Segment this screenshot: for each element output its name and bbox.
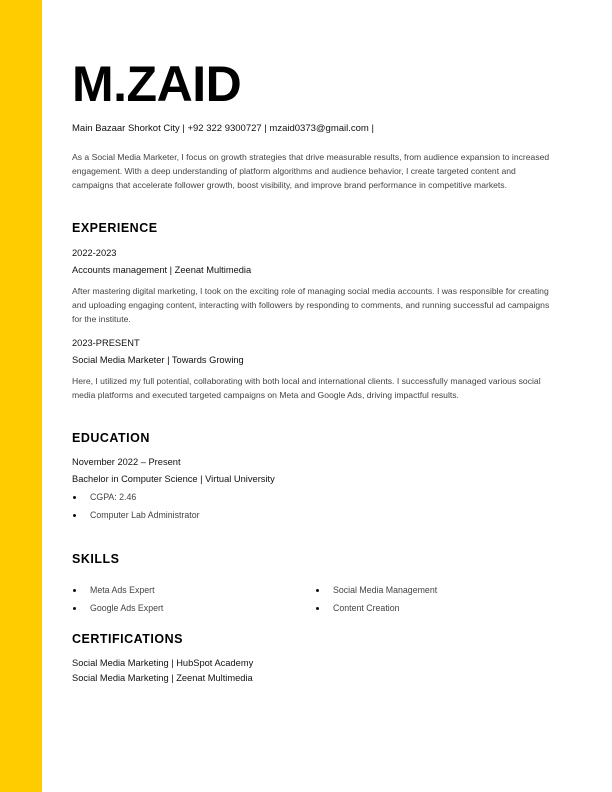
job-description: After mastering digital marketing, I took on the exciting role of managing social media accounts. I was responsible for creating and uploading engaging content, interacting with followers by responding to comments, and running successful ad campaigns for the institute. (72, 286, 550, 324)
skills-list-right (315, 581, 555, 617)
candidate-name: M.ZAID (72, 56, 242, 112)
education-date: November 2022 – Present (72, 457, 181, 467)
job-date: 2022-2023 (72, 248, 117, 258)
accent-sidebar-bar (0, 0, 42, 792)
job-date: 2023-PRESENT (72, 338, 140, 348)
skill-item: Social Media Management (315, 581, 555, 599)
job-role: Accounts management | Zeenat Multimedia (72, 265, 252, 275)
education-item: CGPA: 2.46 (72, 488, 312, 506)
skill-item: Content Creation (315, 599, 555, 617)
education-heading: EDUCATION (72, 431, 150, 445)
experience-heading: EXPERIENCE (72, 221, 158, 235)
contact-line: Main Bazaar Shorkot City | +92 322 9300727 | mzaid0373@gmail.com | (72, 123, 374, 134)
skills-list-left (72, 581, 312, 617)
skill-item: Google Ads Expert (72, 599, 312, 617)
certification-item: Social Media Marketing | HubSpot Academy (72, 658, 254, 668)
job-role: Social Media Marketer | Towards Growing (72, 355, 244, 365)
skill-item: Meta Ads Expert (72, 581, 312, 599)
skills-heading: SKILLS (72, 552, 120, 566)
education-degree: Bachelor in Computer Science | Virtual University (72, 474, 275, 484)
certification-item: Social Media Marketing | Zeenat Multimedia (72, 673, 253, 683)
summary-paragraph: As a Social Media Marketer, I focus on growth strategies that drive measurable results, from audience expansion to increased engagement. With a deep understanding of platform algorithms and audience behavior, I create targeted content and campaigns that accelerate follower growth, boost visibility, and improve brand performance in competitive markets. (72, 152, 550, 190)
certifications-heading: CERTIFICATIONS (72, 632, 183, 646)
education-item: Computer Lab Administrator (72, 506, 312, 524)
education-list (72, 488, 312, 524)
job-description: Here, I utilized my full potential, collaborating with both local and international clients. I successfully managed various social media platforms and executed targeted campaigns on Meta and Google Ads, driving impactful results. (72, 376, 541, 400)
